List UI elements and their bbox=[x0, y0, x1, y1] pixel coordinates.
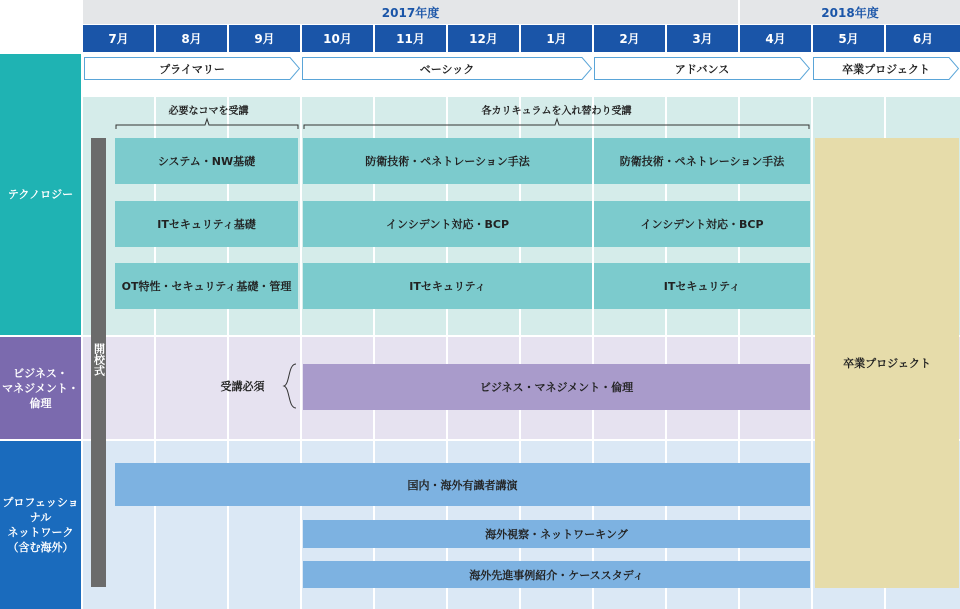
category-business bbox=[0, 337, 81, 439]
category-professional bbox=[0, 441, 81, 609]
tech-advance-row1: 防衛技術・ペネトレーション手法 bbox=[594, 138, 810, 184]
annotation-mandatory: 受講必須 bbox=[220, 380, 265, 393]
phase-advance bbox=[594, 57, 810, 80]
category-technology bbox=[0, 54, 81, 335]
category-label: テクノロジー bbox=[7, 188, 74, 201]
tech-primary-row2: ITセキュリティ基礎 bbox=[115, 201, 298, 247]
month-jan: 1月 bbox=[521, 25, 592, 52]
tech-basic-row3: ITセキュリティ bbox=[303, 263, 592, 309]
phase-label: プライマリー bbox=[159, 62, 225, 76]
month-sep: 9月 bbox=[229, 25, 300, 52]
tech-advance-row2: インシデント対応・BCP bbox=[594, 201, 810, 247]
month-aug: 8月 bbox=[156, 25, 227, 52]
business-ethics-block: ビジネス・マネジメント・倫理 bbox=[303, 364, 810, 410]
graduation-project-block: 卒業プロジェクト bbox=[815, 138, 959, 588]
opening-ceremony-bar bbox=[91, 138, 106, 587]
phase-primary bbox=[84, 57, 300, 80]
tech-advance-row3: ITセキュリティ bbox=[594, 263, 810, 309]
tech-basic-row1: 防衛技術・ペネトレーション手法 bbox=[303, 138, 592, 184]
tech-primary-row3: OT特性・セキュリティ基礎・管理 bbox=[115, 263, 298, 309]
pro-overseas-visit-block: 海外視察・ネットワーキング bbox=[303, 520, 810, 548]
tech-basic-row2: インシデント対応・BCP bbox=[303, 201, 592, 247]
annotation-rotating: 各カリキュラムを入れ替わり受講 bbox=[481, 105, 632, 117]
month-feb: 2月 bbox=[594, 25, 665, 52]
pro-lectures-block: 国内・海外有識者講演 bbox=[115, 463, 810, 506]
mandatory-brace bbox=[280, 362, 300, 412]
month-oct: 10月 bbox=[302, 25, 373, 52]
phase-basic bbox=[302, 57, 592, 80]
opening-label: 開校式 bbox=[92, 343, 106, 376]
tech-primary-row1: システム・NW基礎 bbox=[115, 138, 298, 184]
phase-label: アドバンス bbox=[674, 62, 730, 76]
category-label: プロフェッショナル ネットワーク （含む海外） bbox=[2, 496, 79, 554]
pro-case-study-block: 海外先進事例紹介・ケーススタディ bbox=[303, 561, 810, 588]
fiscal-year-2018: 2018年度 bbox=[740, 0, 960, 24]
month-jul: 7月 bbox=[83, 25, 154, 52]
phase-graduation bbox=[813, 57, 959, 80]
month-apr: 4月 bbox=[740, 25, 811, 52]
phase-label: 卒業プロジェクト bbox=[842, 62, 930, 76]
annotation-required-koma: 必要なコマを受講 bbox=[168, 105, 249, 117]
category-label: ビジネス・ マネジメント・ 倫理 bbox=[2, 366, 79, 410]
phase-label: ベーシック bbox=[419, 62, 475, 76]
month-may: 5月 bbox=[813, 25, 884, 52]
brace-lines bbox=[114, 117, 814, 131]
month-nov: 11月 bbox=[375, 25, 446, 52]
month-dec: 12月 bbox=[448, 25, 519, 52]
month-mar: 3月 bbox=[667, 25, 738, 52]
month-jun: 6月 bbox=[886, 25, 960, 52]
fiscal-year-2017: 2017年度 bbox=[83, 0, 738, 24]
